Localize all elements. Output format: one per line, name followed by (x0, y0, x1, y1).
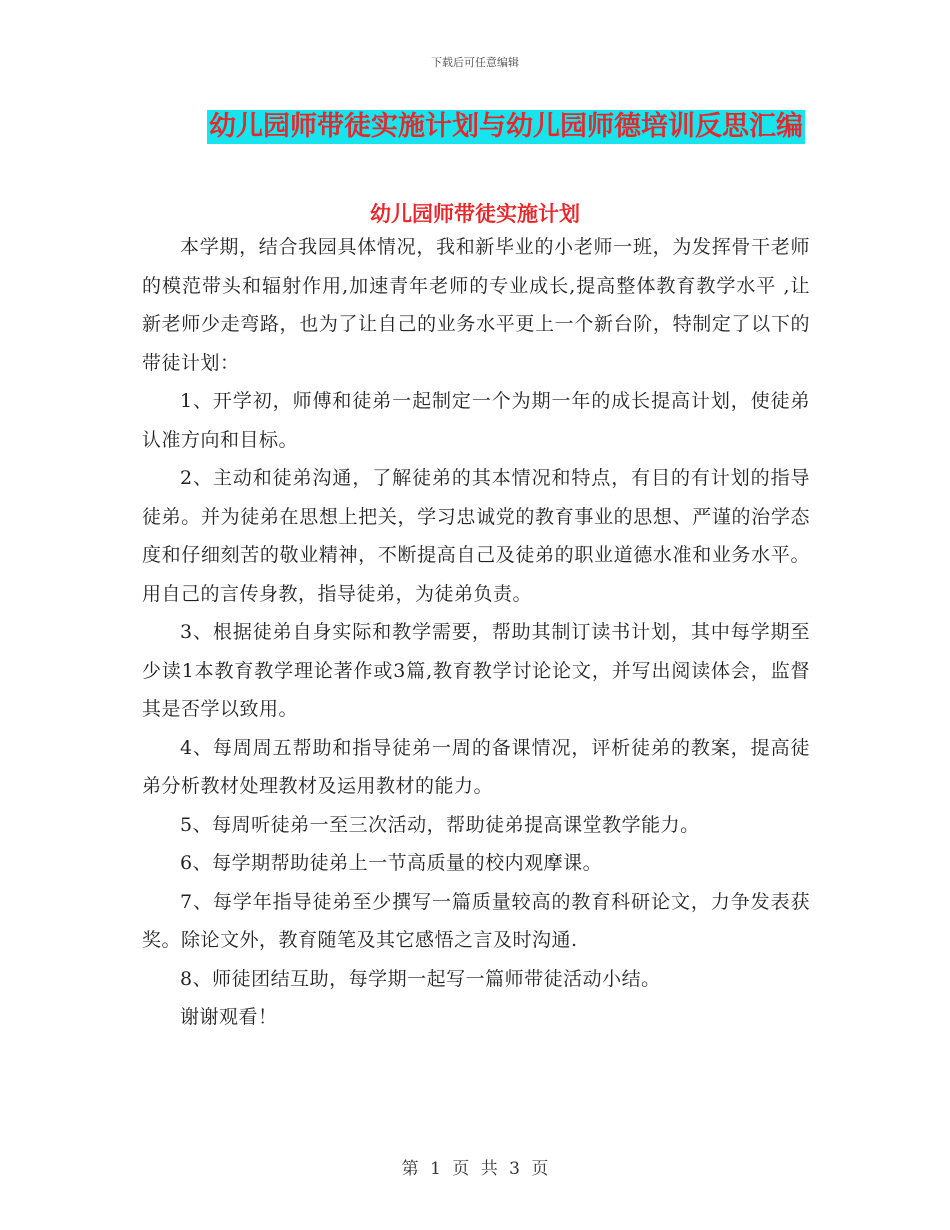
plan-item-4: 4、每周周五帮助和指导徒弟一周的备课情况，评析徒弟的教案，提高徒弟分析教材处理教材及运用教材的能力。 (142, 736, 810, 797)
plan-item-2: 2、主动和徒弟沟通，了解徒弟的其本情况和特点，有目的有计划的指导徒弟。并为徒弟在思想上把关，学习忠诚党的教育事业的思想、严谨的治学态度和仔细刻苦的敬业精神，不断提高自己及徒弟的职业道德水准和业务水平。用自己的言传身教，指导徒弟，为徒弟负责。 (142, 467, 810, 605)
intro-paragraph: 本学期，结合我园具体情况，我和新毕业的小老师一班，为发挥骨干老师的模范带头和辐射作用,加速青年老师的专业成长,提高整体教育教学水平 ,让新老师少走弯路，也为了让自己的业务水平更上一个新台阶，特制定了以下的带徒计划： (142, 236, 810, 374)
plan-item-3: 3、根据徒弟自身实际和教学需要，帮助其制订读书计划，其中每学期至少读1本教育教学理论著作或3篇,教育教学讨论论文，并写出阅读体会，监督其是否学以致用。 (142, 621, 810, 720)
plan-item-1: 1、开学初，师傅和徒弟一起制定一个为期一年的成长提高计划，使徒弟认准方向和目标。 (142, 390, 810, 451)
plan-item-7: 7、每学年指导徒弟至少撰写一篇质量较高的教育科研论文，力争发表获奖。除论文外，教育随笔及其它感悟之言及时沟通. (142, 890, 810, 951)
plan-item-8: 8、师徒团结互助，每学期一起写一篇师带徒活动小结。 (180, 967, 661, 990)
section-title: 幼儿园师带徒实施计划 (370, 202, 580, 226)
body-text (142, 228, 810, 1037)
header-note: 下载后可任意编辑 (431, 56, 519, 69)
plan-item-6: 6、每学期帮助徒弟上一节高质量的校内观摩课。 (180, 852, 603, 874)
plan-item-5: 5、每周听徒弟一至三次活动，帮助徒弟提高课堂教学能力。 (180, 813, 700, 836)
closing-line: 谢谢观看！ (180, 1006, 278, 1028)
document-title: 幼儿园师带徒实施计划与幼儿园师德培训反思汇编 (209, 111, 803, 142)
page-footer: 第 1 页 共 3 页 (401, 1159, 549, 1179)
